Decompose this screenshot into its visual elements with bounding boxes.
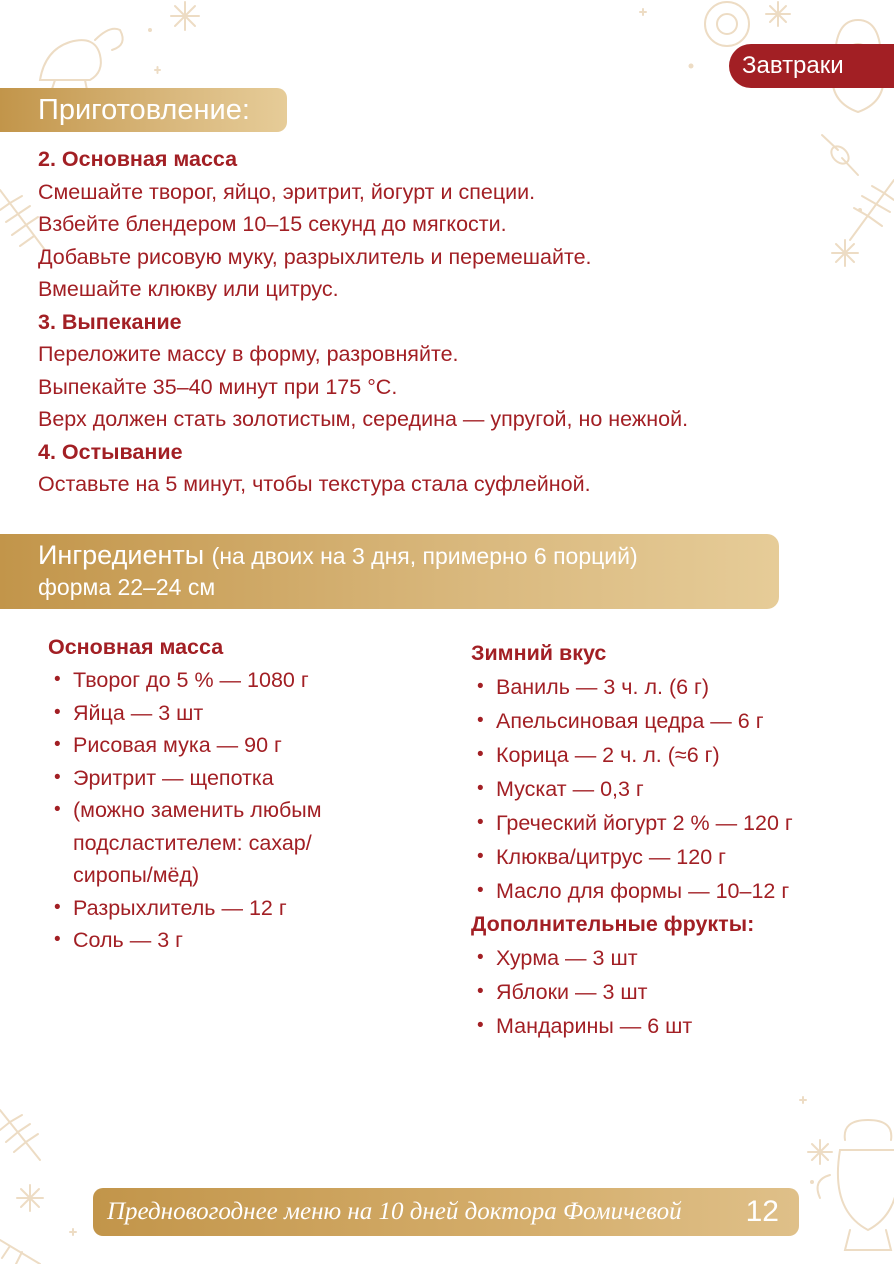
list-item: • Хурма — 3 шт [471, 941, 871, 975]
list-item: • Корица — 2 ч. л. (≈6 г) [471, 738, 871, 772]
list-item: • (можно заменить любым подсластителем: сахар/сиропы/мёд) [48, 794, 378, 892]
step-line: Добавьте рисовую муку, разрыхлитель и перемешайте. [38, 244, 592, 269]
list-item: • Соль — 3 г [48, 924, 378, 957]
list-item: • Яйца — 3 шт [48, 697, 378, 730]
step-line: Выпекайте 35–40 минут при 175 °С. [38, 374, 398, 399]
step-title: 2. Основная масса [38, 147, 238, 171]
list-item: • Яблоки — 3 шт [471, 975, 871, 1009]
step-line: Смешайте творог, яйцо, эритрит, йогурт и специи. [38, 179, 536, 204]
fir-branch-icon [0, 1110, 40, 1160]
preparation-steps [38, 143, 848, 501]
winter-taste-list [471, 670, 871, 908]
step-line: Вмешайте клюкву или цитрус. [38, 277, 339, 301]
list-item: • Рисовая мука — 90 г [48, 729, 378, 762]
winter-taste-column [471, 637, 871, 1043]
step-title: 3. Выпекание [38, 309, 182, 334]
extra-fruits-list [471, 941, 871, 1043]
list-item: • Разрыхлитель — 12 г [48, 892, 378, 925]
snowflake-icon [171, 2, 199, 30]
list-item: • Ваниль — 3 ч. л. (6 г) [471, 670, 871, 704]
ingredients-subtitle: (на двоих на 3 дня, примерно 6 порций) [211, 543, 638, 569]
list-item: • Клюква/цитрус — 120 г [471, 840, 871, 874]
preparation-heading: Приготовление: [0, 88, 287, 132]
fir-branch-icon [0, 1240, 40, 1264]
page-number: 12 [745, 1195, 779, 1228]
section-tag-breakfast: Завтраки [729, 44, 894, 88]
step-line: Оставьте на 5 минут, чтобы текстура стала суфлейной. [38, 472, 591, 496]
main-mass-title: Основная масса [48, 635, 224, 659]
fir-branch-icon [850, 180, 894, 240]
donut-icon [705, 2, 749, 46]
step-line: Верх должен стать золотистым, середина — упругой, но нежной. [38, 407, 689, 431]
ingredients-form-size: форма 22–24 см [38, 574, 216, 600]
ingredients-heading [0, 534, 779, 609]
list-item: • Мандарины — 6 шт [471, 1009, 871, 1043]
winter-taste-title: Зимний вкус [471, 641, 607, 665]
snowflake-icon [808, 1140, 832, 1164]
footer-bar [93, 1188, 799, 1236]
extra-fruits-title: Дополнительные фрукты: [471, 912, 755, 936]
footer-title: Предновогоднее меню на 10 дней доктора Фомичевой [107, 1198, 682, 1225]
list-item: • Эритрит — щепотка [48, 762, 378, 795]
snowflake-icon [766, 2, 790, 26]
step-line: Взбейте блендером 10–15 секунд до мягкости. [38, 212, 507, 236]
snowflake-icon [17, 1185, 43, 1211]
list-item: • Апельсиновая цедра — 6 г [471, 704, 871, 738]
step-title: 4. Остывание [38, 439, 183, 464]
list-item: • Масло для формы — 10–12 г [471, 874, 871, 908]
main-mass-list [48, 664, 378, 957]
ingredients-title: Ингредиенты [38, 540, 205, 570]
list-item: • Греческий йогурт 2 % — 120 г [471, 806, 871, 840]
samovar-icon [818, 1120, 894, 1250]
list-item: • Творог до 5 % — 1080 г [48, 664, 378, 697]
list-item: • Мускат — 0,3 г [471, 772, 871, 806]
main-mass-column [48, 631, 378, 957]
step-line: Переложите массу в форму, разровняйте. [38, 342, 459, 366]
